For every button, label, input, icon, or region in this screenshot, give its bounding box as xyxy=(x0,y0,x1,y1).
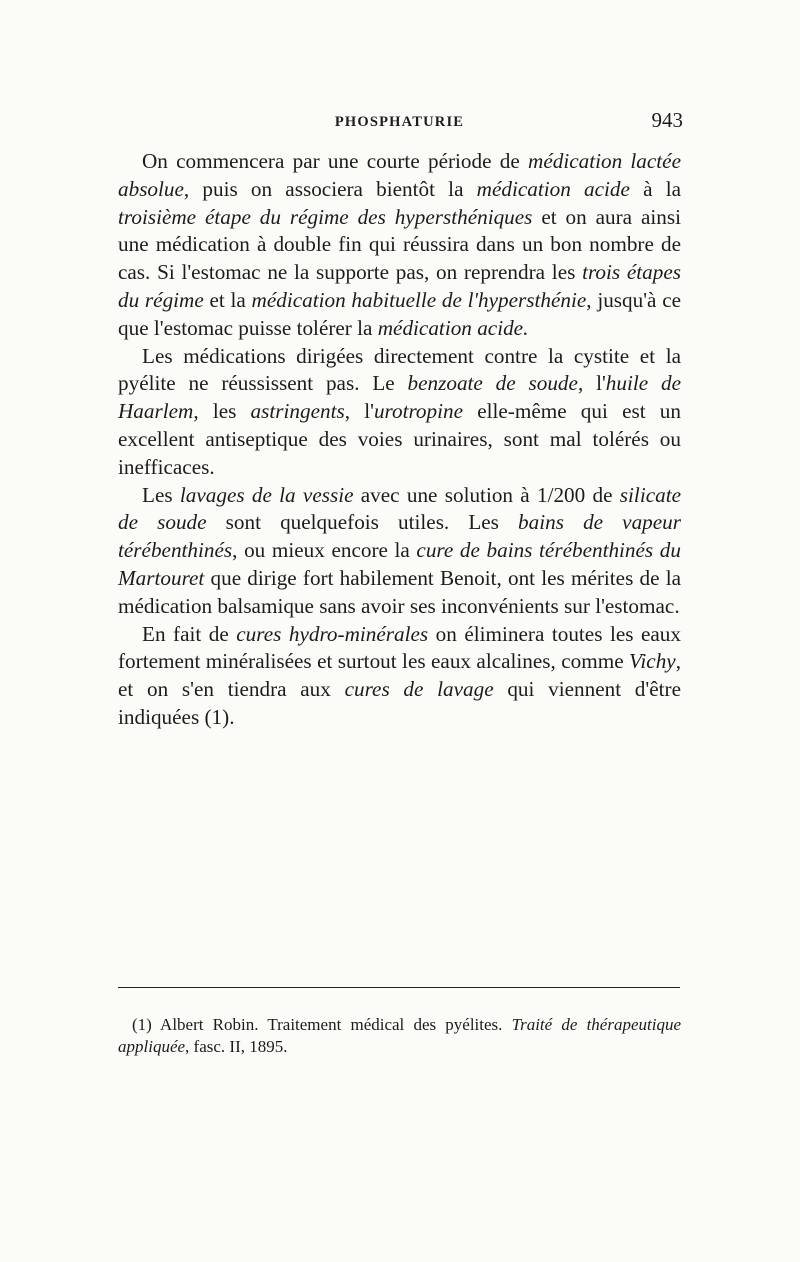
italic-text-run: médication acide xyxy=(476,176,630,201)
body-text xyxy=(118,148,681,732)
running-title: PHOSPHATURIE xyxy=(334,114,465,130)
italic-text-run: cures de lavage xyxy=(344,677,494,702)
italic-text-run: cure de bains térébenthinés du Martouret xyxy=(118,538,681,590)
text-run: on éliminera toutes les eaux fortement minéralisées et surtout les eaux alcalines, comme xyxy=(118,621,681,674)
text-run: , ou mieux encore la xyxy=(232,538,417,563)
text-run: , puis on associera bientôt la xyxy=(183,176,477,201)
italic-text-run: benzoate de soude xyxy=(407,371,578,396)
footnote xyxy=(118,1014,681,1058)
text-run: avec une solution à 1/200 de xyxy=(353,482,620,507)
paragraph-3 xyxy=(118,482,681,621)
italic-text-run: urotropine xyxy=(373,399,464,424)
text-run: elle-même qui est un excellent antiseptique des voies urinaires, sont mal tolérés ou inefficaces. xyxy=(118,399,681,479)
italic-text-run: Traité de thérapeutique appliquée xyxy=(118,1015,682,1056)
text-run: , jusqu'à ce que l'estomac puisse tolérer la xyxy=(118,287,681,340)
italic-text-run: médication habituelle de l'hypersthénie xyxy=(251,287,587,312)
italic-text-run: trois étapes du régime xyxy=(118,260,682,312)
text-run: , les xyxy=(193,399,251,424)
italic-text-run: silicate de soude xyxy=(118,482,681,535)
text-run: En fait de xyxy=(142,621,237,646)
italic-text-run: astringents xyxy=(250,399,345,424)
italic-text-run: Vichy xyxy=(629,649,676,674)
text-run: On commencera par une courte période de xyxy=(142,149,529,173)
text-run: (1) Albert Robin. Traitement médical des pyélites. xyxy=(132,1015,512,1034)
page-number: 943 xyxy=(651,108,683,132)
text-run: sont quelquefois utiles. Les xyxy=(206,510,519,535)
paragraph-2 xyxy=(118,343,681,482)
italic-text-run: bains de vapeur térébenthinés xyxy=(118,510,682,563)
text-run: Les médications dirigées directement contre la cystite et la pyélite ne réussissent pas. Le xyxy=(118,343,681,396)
italic-text-run: médication lactée absolue xyxy=(118,149,681,201)
italic-text-run: cures hydro-minérales xyxy=(236,621,429,646)
paragraph-4 xyxy=(118,621,681,732)
italic-text-run: huile de Haarlem xyxy=(118,371,681,424)
text-run: qui viennent d'être indiquées (1). xyxy=(118,677,681,729)
text-run: que dirige fort habilement Benoit, ont les mérites de la médication balsamique sans avoir ses inconvénients sur l'estomac. xyxy=(118,565,681,618)
text-run: à la xyxy=(629,176,681,201)
footnote-rule xyxy=(118,987,680,988)
italic-text-run: troisième étape du régime des hypersthéniques xyxy=(118,204,533,229)
text-run: , l' xyxy=(344,399,374,424)
text-run: Les xyxy=(142,482,180,507)
text-run: , fasc. II, 1895. xyxy=(185,1037,288,1056)
text-run: et la xyxy=(203,287,252,312)
text-run: , et on s'en tiendra aux xyxy=(118,649,681,702)
paragraph-1 xyxy=(118,148,681,343)
page xyxy=(118,108,681,732)
text-run: et on aura ainsi une médication à double fin qui réussira dans un bon nombre de cas. Si l'estomac ne la supporte pas, on reprendra les xyxy=(118,204,682,285)
italic-text-run: médication acide. xyxy=(377,315,529,340)
italic-text-run: lavages de la vessie xyxy=(179,482,354,507)
page-header xyxy=(118,108,681,148)
text-run: , l' xyxy=(577,371,606,396)
